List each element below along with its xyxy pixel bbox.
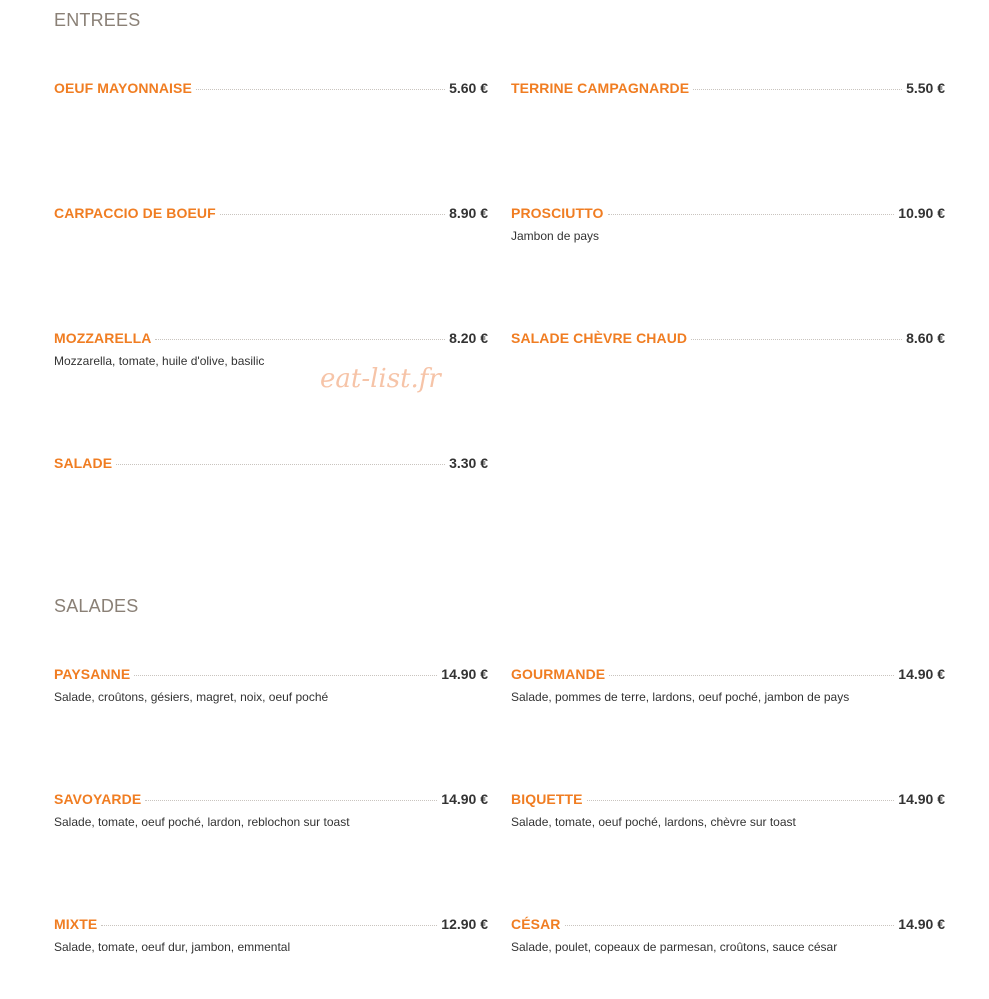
item-description: Salade, croûtons, gésiers, magret, noix, oeuf poché <box>54 690 329 704</box>
dot-leader <box>134 675 437 676</box>
menu-item-mozzarella <box>54 330 488 368</box>
dot-leader <box>220 214 445 215</box>
menu-item-terrine-campagnarde <box>511 80 945 98</box>
dot-leader <box>565 925 895 926</box>
item-name: SAVOYARDE <box>54 791 142 807</box>
item-description: Salade, tomate, oeuf poché, lardons, chèvre sur toast <box>511 815 796 829</box>
menu-item-biquette <box>511 791 945 829</box>
item-name: PAYSANNE <box>54 666 131 682</box>
item-name: GOURMANDE <box>511 666 606 682</box>
item-description: Salade, pommes de terre, lardons, oeuf poché, jambon de pays <box>511 690 850 704</box>
item-price: 14.90 € <box>441 666 488 682</box>
dot-leader <box>608 214 895 215</box>
dot-leader <box>609 675 894 676</box>
dot-leader <box>101 925 437 926</box>
item-price: 14.90 € <box>898 916 945 932</box>
item-description: Salade, tomate, oeuf poché, lardon, reblochon sur toast <box>54 815 350 829</box>
menu-item-prosciutto <box>511 205 945 243</box>
item-name: OEUF MAYONNAISE <box>54 80 192 96</box>
menu-item-savoyarde <box>54 791 488 829</box>
item-price: 8.20 € <box>449 330 488 346</box>
item-name: PROSCIUTTO <box>511 205 604 221</box>
menu-item-mixte <box>54 916 488 954</box>
item-name: MIXTE <box>54 916 98 932</box>
item-name: CARPACCIO DE BOEUF <box>54 205 216 221</box>
section-title-salades: SALADES <box>54 596 139 616</box>
item-description: Mozzarella, tomate, huile d'olive, basilic <box>54 354 265 368</box>
dot-leader <box>155 339 445 340</box>
watermark: eat-list.fr <box>320 364 441 394</box>
section-title-entrees: ENTREES <box>54 10 141 30</box>
item-price: 10.90 € <box>898 205 945 221</box>
item-price: 8.60 € <box>906 330 945 346</box>
item-name: BIQUETTE <box>511 791 583 807</box>
item-price: 8.90 € <box>449 205 488 221</box>
item-name: SALADE <box>54 455 113 471</box>
item-price: 5.60 € <box>449 80 488 96</box>
item-description: Salade, tomate, oeuf dur, jambon, emmental <box>54 940 291 954</box>
item-description: Jambon de pays <box>511 229 600 243</box>
menu-item-carpaccio-de-boeuf <box>54 205 488 223</box>
dot-leader <box>587 800 895 801</box>
item-description: Salade, poulet, copeaux de parmesan, croûtons, sauce césar <box>511 940 838 954</box>
menu-item-salade-chevre-chaud <box>511 330 945 348</box>
menu-item-cesar <box>511 916 945 954</box>
item-price: 14.90 € <box>441 791 488 807</box>
item-price: 5.50 € <box>906 80 945 96</box>
item-price: 14.90 € <box>898 666 945 682</box>
item-name: CÉSAR <box>511 916 561 932</box>
item-price: 14.90 € <box>898 791 945 807</box>
item-name: MOZZARELLA <box>54 330 152 346</box>
dot-leader <box>145 800 437 801</box>
menu-item-gourmande <box>511 666 945 704</box>
menu-item-paysanne <box>54 666 488 704</box>
item-price: 12.90 € <box>441 916 488 932</box>
dot-leader <box>693 89 902 90</box>
dot-leader <box>116 464 445 465</box>
menu-item-salade <box>54 455 488 473</box>
item-price: 3.30 € <box>449 455 488 471</box>
item-name: SALADE CHÈVRE CHAUD <box>511 330 688 346</box>
menu-item-oeuf-mayonnaise <box>54 80 488 98</box>
dot-leader <box>196 89 445 90</box>
dot-leader <box>691 339 902 340</box>
item-name: TERRINE CAMPAGNARDE <box>511 80 690 96</box>
